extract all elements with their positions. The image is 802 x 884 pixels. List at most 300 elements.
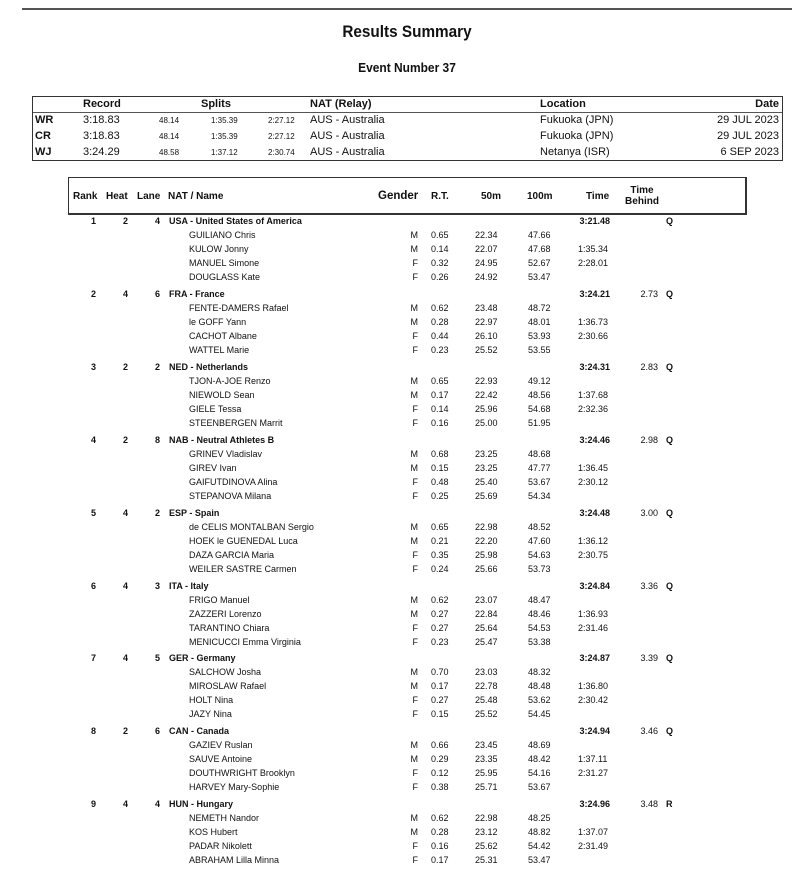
athlete-reaction-time: 0.27	[431, 609, 449, 619]
page-title: Results Summary	[342, 22, 472, 41]
records-table	[32, 96, 783, 161]
athlete-split-50m: 23.07	[475, 595, 498, 605]
athlete-split-100m: 51.95	[528, 418, 551, 428]
athlete-reaction-time: 0.28	[431, 827, 449, 837]
athlete-split-100m: 53.47	[528, 272, 551, 282]
athlete-reaction-time: 0.27	[431, 623, 449, 633]
athlete-split-100m: 48.46	[528, 609, 551, 619]
athlete-split-50m: 22.98	[475, 813, 498, 823]
col-50m: 50m	[481, 191, 502, 202]
athlete-gender: M	[410, 609, 418, 619]
athlete-name: ZAZZERI Lorenzo	[189, 609, 262, 619]
athlete-gender: F	[412, 709, 418, 719]
athlete-reaction-time: 0.15	[431, 463, 449, 473]
athlete-split-50m: 25.66	[475, 564, 498, 574]
athlete-name: JAZY Nina	[189, 709, 232, 719]
athlete-reaction-time: 0.44	[431, 331, 449, 341]
athlete-gender: M	[410, 740, 418, 750]
athlete-gender: F	[412, 637, 418, 647]
athlete-split-100m: 54.68	[528, 404, 551, 414]
team-time-behind: 2.73	[640, 289, 658, 299]
athlete-name: SAUVE Antoine	[189, 754, 253, 764]
record-split-150: 2:27.12	[268, 132, 295, 141]
athlete-name: GAIFUTDINOVA Alina	[189, 477, 278, 487]
athlete-name: WATTEL Marie	[189, 345, 250, 355]
athlete-split-100m: 48.56	[528, 390, 551, 400]
athlete-split-100m: 54.42	[528, 841, 551, 851]
athlete-split-50m: 25.71	[475, 782, 498, 792]
record-split-100: 1:35.39	[211, 116, 238, 125]
athlete-name: TARANTINO Chiara	[189, 623, 270, 633]
athlete-split-50m: 26.10	[475, 331, 498, 341]
athlete-name: KULOW Jonny	[189, 244, 249, 254]
team-name: HUN - Hungary	[169, 799, 234, 809]
record-split-50: 48.14	[159, 116, 180, 125]
athlete-name: NEMETH Nandor	[189, 813, 260, 823]
team-name: NED - Netherlands	[169, 362, 249, 372]
qualification-status: Q	[666, 216, 674, 226]
records-header-location: Location	[540, 98, 586, 110]
athlete-split-100m: 47.77	[528, 463, 551, 473]
team-lane: 5	[154, 653, 160, 663]
athlete-gender: M	[410, 303, 418, 313]
team-time-behind: 3.48	[640, 799, 658, 809]
athlete-cumulative-split: 1:36.12	[578, 536, 609, 546]
athlete-split-50m: 22.34	[475, 230, 498, 240]
athlete-reaction-time: 0.25	[431, 491, 449, 501]
athlete-reaction-time: 0.38	[431, 782, 449, 792]
athlete-reaction-time: 0.28	[431, 317, 449, 327]
qualification-status: Q	[666, 435, 674, 445]
athlete-reaction-time: 0.17	[431, 855, 449, 865]
col-heat: Heat	[106, 191, 128, 202]
athlete-reaction-time: 0.12	[431, 768, 449, 778]
athlete-split-50m: 22.78	[475, 681, 498, 691]
athlete-gender: F	[412, 841, 418, 851]
athlete-reaction-time: 0.17	[431, 390, 449, 400]
athlete-split-50m: 22.84	[475, 609, 498, 619]
qualification-status: Q	[666, 581, 674, 591]
athlete-name: NIEWOLD Sean	[189, 390, 255, 400]
athlete-gender: F	[412, 477, 418, 487]
athlete-gender: F	[412, 855, 418, 865]
athlete-gender: M	[410, 230, 418, 240]
team-lane: 6	[154, 289, 160, 299]
athlete-name: TJON-A-JOE Renzo	[189, 376, 271, 386]
athlete-split-100m: 54.34	[528, 491, 551, 501]
athlete-gender: F	[412, 550, 418, 560]
team-heat: 2	[122, 362, 128, 372]
team-lane: 2	[154, 508, 160, 518]
athlete-reaction-time: 0.70	[431, 667, 449, 677]
athlete-split-100m: 49.12	[528, 376, 551, 386]
athlete-split-50m: 25.62	[475, 841, 498, 851]
athlete-cumulative-split: 1:35.34	[578, 244, 609, 254]
team-time: 3:24.96	[579, 799, 610, 809]
athlete-split-50m: 23.48	[475, 303, 498, 313]
col-rank: Rank	[73, 191, 98, 202]
athlete-gender: M	[410, 449, 418, 459]
athlete-reaction-time: 0.15	[431, 709, 449, 719]
athlete-reaction-time: 0.62	[431, 303, 449, 313]
team-name: CAN - Canada	[169, 726, 230, 736]
athlete-reaction-time: 0.66	[431, 740, 449, 750]
athlete-reaction-time: 0.62	[431, 813, 449, 823]
athlete-reaction-time: 0.14	[431, 404, 449, 414]
athlete-gender: F	[412, 272, 418, 282]
athlete-split-100m: 48.72	[528, 303, 551, 313]
team-rank: 9	[90, 799, 96, 809]
athlete-name: GIELE Tessa	[189, 404, 242, 414]
athlete-reaction-time: 0.65	[431, 230, 449, 240]
athlete-cumulative-split: 1:36.80	[578, 681, 609, 691]
athlete-reaction-time: 0.68	[431, 449, 449, 459]
athlete-reaction-time: 0.14	[431, 244, 449, 254]
athlete-cumulative-split: 2:32.36	[578, 404, 609, 414]
athlete-name: GRINEV Vladislav	[189, 449, 263, 459]
top-rule	[22, 8, 792, 10]
athlete-gender: M	[410, 681, 418, 691]
athlete-cumulative-split: 1:36.45	[578, 463, 609, 473]
athlete-reaction-time: 0.65	[431, 376, 449, 386]
record-location: Fukuoka (JPN)	[540, 114, 614, 126]
athlete-name: HOLT Nina	[189, 695, 234, 705]
athlete-reaction-time: 0.23	[431, 345, 449, 355]
team-time: 3:24.46	[579, 435, 610, 445]
qualification-status: Q	[666, 362, 674, 372]
col-100m: 100m	[527, 191, 553, 202]
athlete-reaction-time: 0.16	[431, 841, 449, 851]
athlete-split-100m: 48.42	[528, 754, 551, 764]
athlete-split-100m: 47.60	[528, 536, 551, 546]
athlete-name: HOEK le GUENEDAL Luca	[189, 536, 298, 546]
team-rank: 6	[90, 581, 96, 591]
athlete-split-100m: 54.53	[528, 623, 551, 633]
team-time: 3:24.21	[579, 289, 610, 299]
athlete-name: STEENBERGEN Marrit	[189, 418, 283, 428]
athlete-gender: F	[412, 564, 418, 574]
athlete-gender: F	[412, 491, 418, 501]
athlete-cumulative-split: 2:31.49	[578, 841, 609, 851]
team-time-behind: 2.83	[640, 362, 658, 372]
record-date: 29 JUL 2023	[717, 130, 779, 142]
athlete-cumulative-split: 2:30.42	[578, 695, 609, 705]
qualification-status: Q	[666, 653, 674, 663]
athlete-gender: M	[410, 463, 418, 473]
athlete-split-100m: 54.63	[528, 550, 551, 560]
athlete-split-50m: 22.93	[475, 376, 498, 386]
team-name: USA - United States of America	[169, 216, 302, 226]
col-name: NAT / Name	[168, 191, 224, 202]
athlete-split-50m: 23.25	[475, 449, 498, 459]
team-time-behind: 3.39	[640, 653, 658, 663]
record-date: 29 JUL 2023	[717, 114, 779, 126]
col-rt: R.T.	[431, 191, 449, 202]
athlete-split-50m: 25.69	[475, 491, 498, 501]
athlete-split-50m: 24.92	[475, 272, 498, 282]
athlete-reaction-time: 0.17	[431, 681, 449, 691]
team-time-behind: 3.36	[640, 581, 658, 591]
athlete-name: SALCHOW Josha	[189, 667, 262, 677]
athlete-name: GUILIANO Chris	[189, 230, 256, 240]
records-header-divider	[33, 112, 782, 113]
athlete-gender: M	[410, 827, 418, 837]
record-code: WJ	[35, 146, 52, 158]
team-time: 3:24.48	[579, 508, 610, 518]
record-time: 3:18.83	[83, 130, 120, 142]
athlete-split-100m: 48.47	[528, 595, 551, 605]
athlete-name: CACHOT Albane	[189, 331, 257, 341]
team-time-behind: 2.98	[640, 435, 658, 445]
team-heat: 4	[122, 508, 128, 518]
qualification-status: Q	[666, 726, 674, 736]
record-time: 3:24.29	[83, 146, 120, 158]
athlete-name: DOUTHWRIGHT Brooklyn	[189, 768, 295, 778]
qualification-status: Q	[666, 508, 674, 518]
athlete-split-100m: 53.47	[528, 855, 551, 865]
record-split-100: 1:35.39	[211, 132, 238, 141]
record-code: WR	[35, 114, 54, 126]
team-rank: 5	[90, 508, 96, 518]
athlete-split-50m: 25.96	[475, 404, 498, 414]
athlete-name: FRIGO Manuel	[189, 595, 250, 605]
athlete-split-100m: 48.69	[528, 740, 551, 750]
athlete-gender: M	[410, 813, 418, 823]
athlete-cumulative-split: 1:36.93	[578, 609, 609, 619]
athlete-split-100m: 54.45	[528, 709, 551, 719]
athlete-reaction-time: 0.16	[431, 418, 449, 428]
athlete-split-50m: 25.52	[475, 345, 498, 355]
athlete-reaction-time: 0.65	[431, 522, 449, 532]
team-name: NAB - Neutral Athletes B	[169, 435, 275, 445]
team-name: GER - Germany	[169, 653, 236, 663]
athlete-split-100m: 53.38	[528, 637, 551, 647]
team-lane: 3	[154, 581, 160, 591]
record-time: 3:18.83	[83, 114, 120, 126]
athlete-reaction-time: 0.35	[431, 550, 449, 560]
athlete-gender: F	[412, 623, 418, 633]
qualification-status: Q	[666, 289, 674, 299]
team-heat: 4	[122, 799, 128, 809]
athlete-split-100m: 53.67	[528, 782, 551, 792]
athlete-split-50m: 25.47	[475, 637, 498, 647]
athlete-split-100m: 53.62	[528, 695, 551, 705]
team-lane: 8	[154, 435, 160, 445]
athlete-split-100m: 47.68	[528, 244, 551, 254]
athlete-gender: M	[410, 595, 418, 605]
record-code: CR	[35, 130, 51, 142]
athlete-split-50m: 25.00	[475, 418, 498, 428]
athlete-split-50m: 22.98	[475, 522, 498, 532]
team-lane: 2	[154, 362, 160, 372]
athlete-reaction-time: 0.48	[431, 477, 449, 487]
results-header	[68, 177, 747, 215]
athlete-split-50m: 22.42	[475, 390, 498, 400]
athlete-cumulative-split: 2:30.75	[578, 550, 609, 560]
athlete-gender: M	[410, 667, 418, 677]
athlete-split-100m: 54.16	[528, 768, 551, 778]
team-name: ESP - Spain	[169, 508, 220, 518]
athlete-gender: F	[412, 345, 418, 355]
athlete-gender: F	[412, 768, 418, 778]
athlete-cumulative-split: 2:31.46	[578, 623, 609, 633]
athlete-name: KOS Hubert	[189, 827, 238, 837]
athlete-name: ABRAHAM Lilla Minna	[189, 855, 280, 865]
records-header-nat: NAT (Relay)	[310, 98, 372, 110]
athlete-name: WEILER SASTRE Carmen	[189, 564, 297, 574]
record-split-100: 1:37.12	[211, 148, 238, 157]
athlete-split-50m: 25.48	[475, 695, 498, 705]
team-name: ITA - Italy	[169, 581, 209, 591]
athlete-name: GAZIEV Ruslan	[189, 740, 253, 750]
athlete-split-100m: 48.48	[528, 681, 551, 691]
athlete-reaction-time: 0.29	[431, 754, 449, 764]
team-time-behind: 3.46	[640, 726, 658, 736]
athlete-split-100m: 52.67	[528, 258, 551, 268]
athlete-cumulative-split: 1:37.68	[578, 390, 609, 400]
record-split-50: 48.14	[159, 132, 180, 141]
athlete-cumulative-split: 2:30.66	[578, 331, 609, 341]
col-gender: Gender	[378, 190, 419, 202]
athlete-split-50m: 25.31	[475, 855, 498, 865]
athlete-split-50m: 25.64	[475, 623, 498, 633]
athlete-reaction-time: 0.62	[431, 595, 449, 605]
records-header-record: Record	[83, 98, 121, 110]
athlete-split-50m: 25.98	[475, 550, 498, 560]
athlete-cumulative-split: 2:31.27	[578, 768, 609, 778]
athlete-split-50m: 23.35	[475, 754, 498, 764]
team-heat: 4	[122, 581, 128, 591]
team-heat: 4	[122, 653, 128, 663]
athlete-cumulative-split: 2:28.01	[578, 258, 609, 268]
athlete-reaction-time: 0.32	[431, 258, 449, 268]
team-time: 3:21.48	[579, 216, 610, 226]
col-lane: Lane	[137, 191, 161, 202]
team-rank: 1	[90, 216, 96, 226]
team-rank: 3	[90, 362, 96, 372]
athlete-gender: F	[412, 782, 418, 792]
athlete-name: HARVEY Mary-Sophie	[189, 782, 280, 792]
team-time: 3:24.94	[579, 726, 610, 736]
athlete-gender: F	[412, 404, 418, 414]
record-split-150: 2:30.74	[268, 148, 295, 157]
athlete-split-50m: 23.45	[475, 740, 498, 750]
team-heat: 2	[122, 726, 128, 736]
athlete-gender: M	[410, 390, 418, 400]
athlete-split-50m: 25.40	[475, 477, 498, 487]
athlete-name: MIROSLAW Rafael	[189, 681, 267, 691]
record-nat: AUS - Australia	[310, 114, 385, 126]
record-nat: AUS - Australia	[310, 146, 385, 158]
team-rank: 2	[90, 289, 96, 299]
athlete-gender: M	[410, 754, 418, 764]
record-location: Netanya (ISR)	[540, 146, 610, 158]
athlete-gender: M	[410, 536, 418, 546]
athlete-name: de CELIS MONTALBAN Sergio	[189, 522, 314, 532]
col-time: Time	[586, 191, 610, 202]
record-nat: AUS - Australia	[310, 130, 385, 142]
athlete-split-100m: 48.52	[528, 522, 551, 532]
record-split-50: 48.58	[159, 148, 180, 157]
team-time: 3:24.87	[579, 653, 610, 663]
athlete-split-50m: 22.07	[475, 244, 498, 254]
athlete-split-100m: 53.73	[528, 564, 551, 574]
athlete-cumulative-split: 1:37.07	[578, 827, 609, 837]
athlete-reaction-time: 0.21	[431, 536, 449, 546]
record-date: 6 SEP 2023	[720, 146, 779, 158]
team-time: 3:24.31	[579, 362, 610, 372]
athlete-cumulative-split: 1:37.11	[578, 754, 608, 764]
athlete-reaction-time: 0.23	[431, 637, 449, 647]
team-time: 3:24.84	[579, 581, 610, 591]
col-time-behind-line1: Time	[630, 185, 654, 196]
athlete-split-50m: 23.12	[475, 827, 498, 837]
athlete-split-100m: 48.01	[528, 317, 551, 327]
athlete-gender: M	[410, 522, 418, 532]
athlete-split-50m: 22.20	[475, 536, 498, 546]
athlete-reaction-time: 0.27	[431, 695, 449, 705]
team-lane: 6	[154, 726, 160, 736]
team-rank: 4	[90, 435, 96, 445]
athlete-name: GIREV Ivan	[189, 463, 237, 473]
athlete-split-50m: 25.95	[475, 768, 498, 778]
team-time-behind: 3.00	[640, 508, 658, 518]
athlete-name: STEPANOVA Milana	[189, 491, 272, 501]
athlete-gender: F	[412, 418, 418, 428]
record-split-150: 2:27.12	[268, 116, 295, 125]
athlete-gender: F	[412, 331, 418, 341]
athlete-cumulative-split: 1:36.73	[578, 317, 609, 327]
athlete-split-100m: 53.55	[528, 345, 551, 355]
athlete-name: DAZA GARCIA Maria	[189, 550, 275, 560]
athlete-gender: M	[410, 317, 418, 327]
team-lane: 4	[154, 799, 160, 809]
athlete-split-100m: 53.93	[528, 331, 551, 341]
athlete-split-50m: 23.03	[475, 667, 498, 677]
athlete-reaction-time: 0.24	[431, 564, 449, 574]
event-number: Event Number 37	[358, 60, 456, 75]
athlete-name: DOUGLASS Kate	[189, 272, 261, 282]
athlete-split-100m: 47.66	[528, 230, 551, 240]
team-heat: 2	[122, 435, 128, 445]
athlete-split-100m: 53.67	[528, 477, 551, 487]
athlete-split-50m: 23.25	[475, 463, 498, 473]
records-header-splits: Splits	[201, 98, 231, 110]
athlete-name: le GOFF Yann	[189, 317, 247, 327]
col-time-behind-line2: Behind	[625, 196, 659, 207]
team-lane: 4	[154, 216, 160, 226]
athlete-gender: M	[410, 244, 418, 254]
athlete-split-50m: 24.95	[475, 258, 498, 268]
athlete-cumulative-split: 2:30.12	[578, 477, 609, 487]
athlete-reaction-time: 0.26	[431, 272, 449, 282]
athlete-name: PADAR Nikolett	[189, 841, 252, 851]
team-heat: 4	[122, 289, 128, 299]
team-rank: 8	[90, 726, 96, 736]
athlete-split-100m: 48.82	[528, 827, 551, 837]
athlete-name: FENTE-DAMERS Rafael	[189, 303, 289, 313]
athlete-split-100m: 48.32	[528, 667, 551, 677]
athlete-gender: F	[412, 695, 418, 705]
athlete-name: MANUEL Simone	[189, 258, 260, 268]
records-header-date: Date	[755, 98, 779, 110]
record-location: Fukuoka (JPN)	[540, 130, 614, 142]
team-heat: 2	[122, 216, 128, 226]
athlete-gender: M	[410, 376, 418, 386]
athlete-name: MENICUCCI Emma Virginia	[189, 637, 301, 647]
team-rank: 7	[90, 653, 96, 663]
athlete-split-100m: 48.25	[528, 813, 551, 823]
